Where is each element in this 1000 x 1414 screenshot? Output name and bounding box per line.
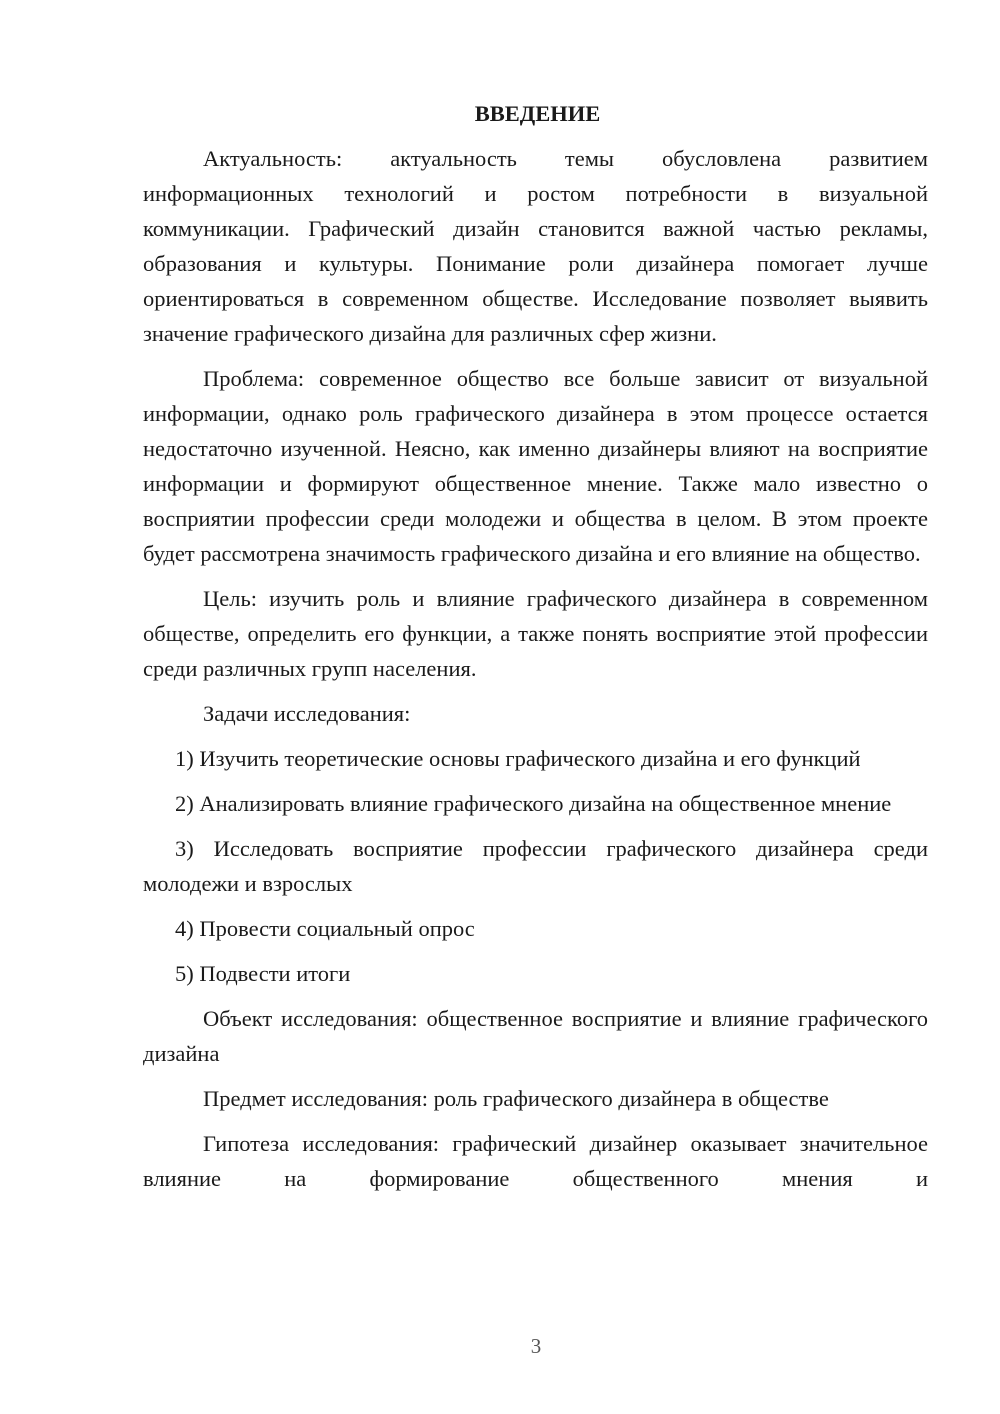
task-item-5: 5) Подвести итоги xyxy=(175,961,351,986)
paragraph-subject: Предмет исследования: роль графического дизайнера в обществе xyxy=(203,1086,829,1111)
task-item-4: 4) Провести социальный опрос xyxy=(175,916,475,941)
section-title: ВВЕДЕНИЕ xyxy=(474,101,601,126)
task-item-3: 3) Исследовать восприятие профессии графического дизайнера среди молодежи и взрослых xyxy=(143,836,928,896)
page-content xyxy=(143,96,928,1196)
paragraph-goal: Цель: изучить роль и влияние графического дизайнера в современном обществе, определить его функции, а также понять восприятие этой профессии среди различных групп населения. xyxy=(143,586,928,681)
page-number: 3 xyxy=(530,1334,542,1358)
paragraph-hypothesis: Гипотеза исследования: графический дизайнер оказывает значительное влияние на формирование общественного мнения и xyxy=(143,1131,928,1191)
paragraph-tasks-heading: Задачи исследования: xyxy=(203,701,411,726)
task-item-2: 2) Анализировать влияние графического дизайна на общественное мнение xyxy=(175,791,892,816)
paragraph-object: Объект исследования: общественное восприятие и влияние графического дизайна xyxy=(143,1006,928,1066)
paragraph-relevance: Актуальность: актуальность темы обусловлена развитием информационных технологий и ростом потребности в визуальной коммуникации. Графический дизайн становится важной частью рекламы, образования и культуры. Понимание роли дизайнера помогает лучше ориентироваться в современном обществе. Исследование позволяет выявить значение графического дизайна для различных сфер жизни. xyxy=(143,146,928,346)
paragraph-problem: Проблема: современное общество все больше зависит от визуальной информации, однако роль графического дизайнера в этом процессе остается недостаточно изученной. Неясно, как именно дизайнеры влияют на восприятие информации и формируют общественное мнение. Также мало известно о восприятии профессии среди молодежи и общества в целом. В этом проекте будет рассмотрена значимость графического дизайна и его влияние на общество. xyxy=(143,366,928,566)
task-item-1: 1) Изучить теоретические основы графического дизайна и его функций xyxy=(175,746,861,771)
